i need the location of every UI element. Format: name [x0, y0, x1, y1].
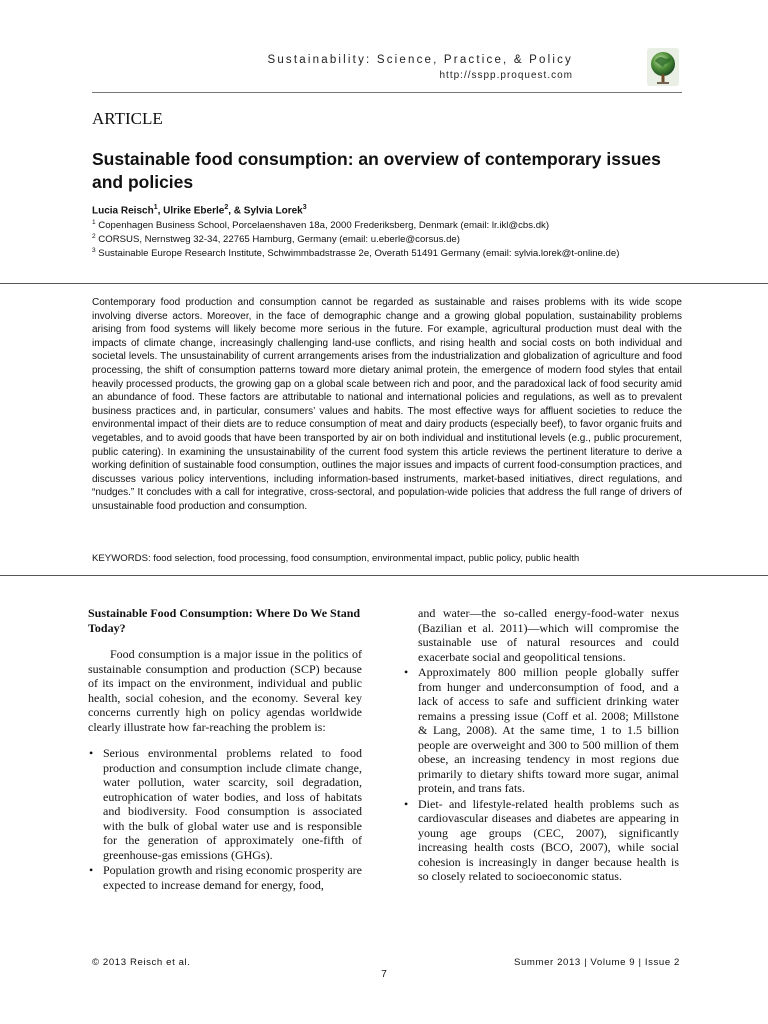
list-item-text: Diet- and lifestyle-related health problems such as cardiovascular diseases and diabetes are appearing in young age groups (CEC, 2007), significantly increasing health costs (BCO, 2007), while social cohesion is increasingly in danger because health is so closely related to socioeconomic status.: [418, 796, 679, 883]
section-label: ARTICLE: [92, 109, 163, 128]
body-column-right: [403, 606, 679, 885]
affiliation-text: CORSUS, Nernstweg 32-34, 22765 Hamburg, Germany (email: u.eberle@corsus.de): [98, 234, 460, 246]
affiliation-marker: 3: [92, 247, 96, 254]
bullet-icon: •: [89, 863, 94, 877]
journal-title: Sustainability: Science, Practice, & Policy: [267, 54, 573, 66]
bullet-icon: •: [89, 746, 94, 760]
list-item: [88, 863, 362, 892]
footer-issue: Summer 2013 | Volume 9 | Issue 2: [513, 957, 680, 968]
author-name: Sylvia Lorek: [243, 205, 303, 217]
author-name: Lucia Reisch: [92, 205, 154, 217]
list-item: [403, 665, 679, 796]
header-divider: [92, 92, 682, 93]
author-affiliation-marker: 2: [224, 204, 229, 211]
affiliation-marker: 2: [92, 233, 96, 240]
author-affiliation-marker: 3: [302, 204, 307, 211]
list-item-text: Approximately 800 million people globally suffer from hunger and underconsumption of food, and a lack of access to safe and sufficient drinking water remains a pressing issue (Coff et al. 2008; Millstone & Lang, 2008). At the same time, 1 to 1.5 billion people are overweight and 300 to 500 million of them obese, an increasing tendency in most regions due primarily to dietary shifts toward more sugar, animal protein, and trans fats.: [418, 665, 679, 795]
bullet-icon: •: [404, 665, 409, 679]
abstract-top-divider: [0, 283, 768, 284]
list-item-continuation: and water—the so-called energy-food-water nexus (Bazilian et al. 2011)—which will compromise the sustainable use of natural resources and could exacerbate social and geopolitical tensions.: [418, 606, 679, 664]
list-item-text: Population growth and rising economic prosperity are expected to increase demand for energy, food,: [103, 863, 362, 892]
author-name: Ulrike Eberle: [163, 205, 225, 217]
list-item: [88, 746, 362, 862]
bullet-icon: •: [404, 796, 409, 811]
affiliation: [92, 247, 619, 259]
author-affiliation-marker: 1: [153, 204, 158, 211]
section-heading: Sustainable Food Consumption: Where Do We Stand Today?: [88, 606, 361, 635]
affiliation-text: Sustainable Europe Research Institute, Schwimmbadstrasse 2e, Overath 51491 Germany (email: sylvia.lorek@t-online.de): [98, 248, 620, 260]
affiliation-text: Copenhagen Business School, Porcelaenshaven 18a, 2000 Frederiksberg, Denmark (email: lr.ikl@cbs.dk): [98, 220, 550, 232]
affiliation: [92, 219, 549, 231]
author-list: [92, 204, 307, 216]
author-separator: , &: [228, 205, 244, 217]
author-separator: ,: [157, 205, 164, 217]
globe-tree-logo-icon: [645, 47, 681, 87]
affiliation-marker: 1: [92, 219, 96, 226]
list-item-text: Serious environmental problems related to food production and consumption include climate change, water pollution, water scarcity, soil degradation, eutrophication of water bodies, and loss of habitats and biodiversity. Food consumption is associated with the bulk of global water use and is responsible for the generation of approximately one-fifth of greenhouse-gas emissions (GHGs).: [103, 746, 362, 862]
affiliation: [92, 233, 460, 245]
bullet-list: [88, 746, 362, 892]
abstract: Contemporary food production and consumption cannot be regarded as sustainable and raises problems with its wide scope involving diverse actors. Moreover, in the face of demographic change and a growing global population, sustainability problems arising from food systems will likely become more serious in the future. For example, agricultural production must deal with the impacts of climate change, increasingly challenging land-use conflicts, and rising health and social costs on both individual and societal levels. The unsustainability of current arrangements arises from the industrialization and globalization of agriculture and food processing, the shift of consumption patterns toward more dietary animal protein, the emergence of modern food styles that entail heavily processed products, the growing gap on a global scale between rich and poor, and the paradoxical lack of food security amid an abundance of food. These factors are attributable to national and international policies and regulations, as well as to prevalent business practices and, in particular, consumers’ values and habits. The most effective ways for affluent societies to reduce the environmental impact of their diets are to reduce consumption of meat and dairy products (especially beef), to favor organic fruits and vegetables, and to avoid goods that have been transported by air on both individual and institutional levels (e.g., public procurement, public catering). In examining the unsustainability of the current food system this article reviews the pertinent literature to derive a working definition of sustainable food consumption, outlines the major issues and impacts of current food-consumption practices, and discusses various policy interventions, including information-based instruments, market-based initiatives, direct regulations, and “nudges.” It concludes with a call for integrative, cross-sectoral, and population-wide policies that address the full range of drivers of unsustainable food production and consumption.: [92, 297, 682, 512]
list-item: [403, 797, 679, 884]
article-title: Sustainable food consumption: an overview of contemporary issues and policies: [92, 149, 661, 192]
body-column-left: [88, 606, 362, 893]
bullet-list: [403, 665, 679, 884]
page-number: 7: [381, 969, 387, 980]
footer-copyright: © 2013 Reisch et al.: [92, 957, 191, 968]
abstract-bottom-divider: [0, 575, 768, 576]
intro-paragraph: Food consumption is a major issue in the politics of sustainable consumption and production (SCP) because of its impact on the environment, individual and public health, social cohesion, and the economy. Several key concerns currently high on policy agendas worldwide clearly illustrate how far-reaching the problem is:: [88, 647, 362, 734]
journal-url[interactable]: http://sspp.proquest.com: [439, 70, 573, 81]
keywords: KEYWORDS: food selection, food processing, food consumption, environmental impact, public policy, public health: [92, 553, 580, 564]
